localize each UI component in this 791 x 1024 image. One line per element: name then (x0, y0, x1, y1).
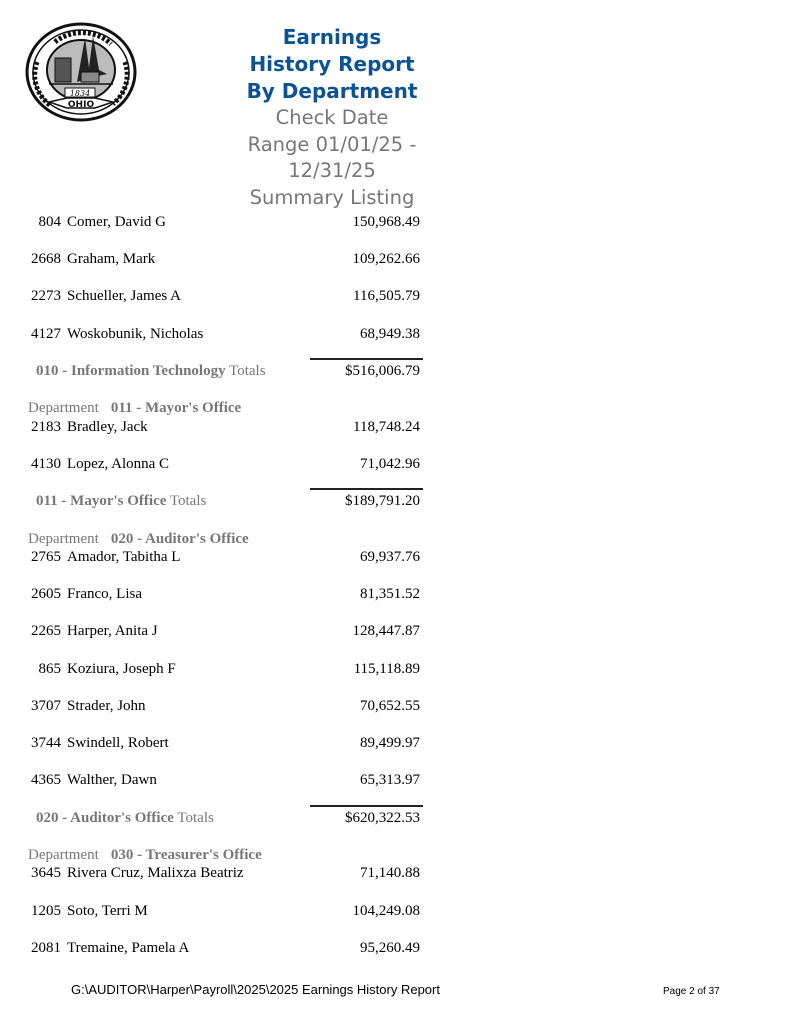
employee-amount: 70,652.55 (360, 698, 420, 714)
department-header: Department 011 - Mayor's Office (28, 400, 242, 416)
employee-amount: 109,262.66 (352, 251, 420, 267)
employee-amount: 95,260.49 (360, 940, 420, 956)
employee-name: Walther, Dawn (67, 772, 157, 788)
employee-id: 2273 (31, 288, 61, 304)
employee-row (0, 286, 791, 306)
employee-id: 3645 (31, 865, 61, 881)
employee-name: Bradley, Jack (67, 419, 148, 435)
employee-row (0, 938, 791, 958)
employee-name: Strader, John (67, 698, 146, 714)
employee-id: 2765 (31, 549, 61, 565)
employee-id: 3707 (31, 698, 61, 714)
employee-row (0, 659, 791, 679)
employee-name: Graham, Mark (67, 251, 156, 267)
department-header: Department 020 - Auditor's Office (28, 531, 249, 547)
employee-amount: 104,249.08 (352, 903, 420, 919)
department-total-row (0, 361, 791, 383)
report-subtitle-line: Range 01/01/25 - (247, 132, 417, 156)
employee-row (0, 249, 791, 269)
employee-amount: 89,499.97 (360, 735, 420, 751)
city-seal-logo (25, 22, 137, 122)
employee-id: 865 (38, 661, 61, 677)
employee-amount: 71,140.88 (360, 865, 420, 881)
employee-row (0, 547, 791, 567)
employee-row (0, 212, 791, 232)
employee-row (0, 621, 791, 641)
employee-id: 2668 (31, 251, 61, 267)
employee-amount: 115,118.89 (353, 661, 420, 677)
employee-amount: 128,447.87 (352, 623, 420, 639)
employee-amount: 68,949.38 (360, 326, 420, 342)
seal-icon (25, 22, 137, 122)
department-total-label: 011 - Mayor's Office Totals (36, 493, 207, 509)
department-total-amount: $516,006.79 (345, 363, 420, 379)
employee-id: 1205 (31, 903, 61, 919)
department-total-label: 010 - Information Technology Totals (36, 363, 266, 379)
report-subtitle-line: Check Date (275, 106, 389, 129)
report-title-block (232, 24, 432, 211)
page-number: Page 2 of 37 (663, 986, 720, 997)
employee-id: 804 (38, 214, 61, 230)
report-subtitle-line: Summary Listing (249, 185, 415, 209)
report-subtitle-line: 12/31/25 (288, 159, 376, 182)
employee-amount: 118,748.24 (353, 419, 420, 435)
employee-id: 4127 (31, 326, 61, 342)
department-total-amount: $620,322.53 (345, 810, 420, 826)
employee-row (0, 901, 791, 921)
employee-id: 4365 (31, 772, 61, 788)
total-divider (310, 805, 423, 807)
employee-name: Soto, Terri M (67, 903, 148, 919)
employee-name: Comer, David G (67, 214, 166, 230)
svg-text:1834: 1834 (69, 89, 91, 98)
department-total-amount: $189,791.20 (345, 493, 420, 509)
employee-row (0, 770, 791, 790)
employee-name: Tremaine, Pamela A (67, 940, 190, 956)
footer-file-path: G:\AUDITOR\Harper\Payroll\2025\2025 Earnings History Report (71, 982, 440, 997)
employee-name: Lopez, Alonna C (67, 456, 170, 472)
employee-id: 2183 (31, 419, 61, 435)
employee-row (0, 696, 791, 716)
report-title-line: Earnings (282, 25, 382, 49)
employee-amount: 69,937.76 (360, 549, 420, 565)
employee-name: Amador, Tabitha L (67, 549, 181, 565)
employee-name: Schueller, James A (67, 288, 181, 304)
employee-id: 2605 (31, 586, 61, 602)
employee-row (0, 324, 791, 344)
employee-id: 4130 (31, 456, 61, 472)
total-divider (310, 488, 423, 490)
report-title-line: History Report (249, 52, 415, 76)
employee-amount: 81,351.52 (360, 586, 420, 602)
employee-amount: 150,968.49 (352, 214, 420, 230)
report-title-line: By Department (246, 79, 418, 103)
employee-name: Swindell, Robert (67, 735, 169, 751)
employee-amount: 71,042.96 (360, 456, 420, 472)
employee-row (0, 733, 791, 753)
employee-id: 2081 (31, 940, 61, 956)
employee-row (0, 584, 791, 604)
employee-row (0, 454, 791, 474)
employee-row (0, 417, 791, 437)
employee-id: 2265 (31, 623, 61, 639)
department-total-row (0, 491, 791, 513)
employee-name: Franco, Lisa (67, 586, 142, 602)
total-divider (310, 358, 423, 360)
employee-name: Harper, Anita J (67, 623, 158, 639)
department-total-label: 020 - Auditor's Office Totals (36, 810, 214, 826)
employee-name: Rivera Cruz, Malixza Beatriz (67, 865, 244, 881)
employee-row (0, 863, 791, 883)
svg-text:OHIO: OHIO (67, 100, 95, 110)
employee-amount: 65,313.97 (360, 772, 420, 788)
employee-name: Koziura, Joseph F (67, 661, 176, 677)
department-total-row (0, 808, 791, 830)
employee-amount: 116,505.79 (353, 288, 420, 304)
employee-name: Woskobunik, Nicholas (67, 326, 204, 342)
employee-id: 3744 (31, 735, 61, 751)
department-header: Department 030 - Treasurer's Office (28, 847, 262, 863)
